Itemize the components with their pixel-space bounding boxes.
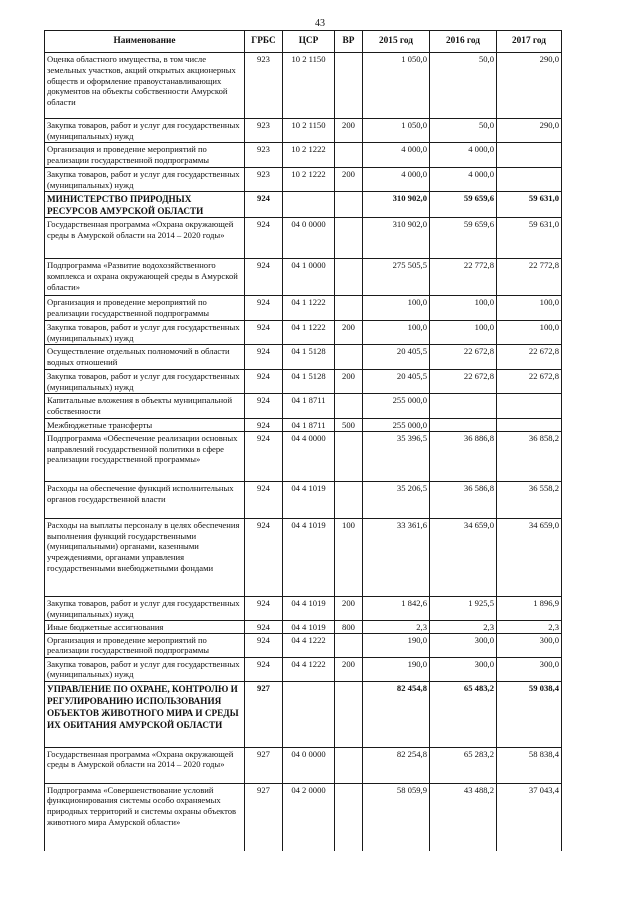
row-value-2016: 22 672,8 — [430, 370, 497, 394]
row-grbs: 927 — [245, 783, 283, 851]
row-value-2015: 33 361,6 — [363, 518, 430, 596]
row-value-2017: 36 858,2 — [497, 431, 562, 481]
row-value-2017: 290,0 — [497, 119, 562, 143]
table-row — [45, 657, 562, 681]
row-name: Закупка товаров, работ и услуг для государственных (муниципальных) нужд — [45, 657, 245, 681]
row-vr: 200 — [335, 596, 363, 620]
row-vr — [335, 431, 363, 481]
row-grbs: 924 — [245, 345, 283, 370]
row-name: Закупка товаров, работ и услуг для государственных (муниципальных) нужд — [45, 596, 245, 620]
row-value-2017: 300,0 — [497, 633, 562, 657]
row-vr — [335, 345, 363, 370]
row-name: Организация и проведение мероприятий по реализации государственной подпрограммы — [45, 296, 245, 321]
row-value-2016: 65 483,2 — [430, 681, 497, 747]
row-csr: 04 1 8711 — [283, 394, 335, 419]
row-csr: 04 4 0000 — [283, 431, 335, 481]
row-vr — [335, 218, 363, 259]
row-vr — [335, 747, 363, 783]
row-csr: 04 1 5128 — [283, 370, 335, 394]
row-value-2015: 1 050,0 — [363, 119, 430, 143]
row-value-2015: 82 254,8 — [363, 747, 430, 783]
row-name: Осуществление отдельных полномочий в области водных отношений — [45, 345, 245, 370]
row-value-2017: 290,0 — [497, 53, 562, 119]
row-value-2015: 35 396,5 — [363, 431, 430, 481]
row-value-2016: 100,0 — [430, 321, 497, 345]
row-csr: 04 1 8711 — [283, 419, 335, 432]
header-name: Наименование — [45, 31, 245, 53]
row-value-2017: 34 659,0 — [497, 518, 562, 596]
header-row — [45, 31, 562, 53]
page-number: 43 — [315, 18, 325, 29]
row-vr: 200 — [335, 119, 363, 143]
row-grbs: 924 — [245, 596, 283, 620]
row-grbs: 924 — [245, 657, 283, 681]
row-csr: 04 1 5128 — [283, 345, 335, 370]
row-value-2016: 22 772,8 — [430, 259, 497, 296]
row-value-2016: 4 000,0 — [430, 168, 497, 192]
row-name: Организация и проведение мероприятий по реализации государственной подпрограммы — [45, 633, 245, 657]
row-value-2017: 22 772,8 — [497, 259, 562, 296]
row-csr: 04 4 1019 — [283, 596, 335, 620]
row-value-2017: 59 631,0 — [497, 192, 562, 218]
row-grbs: 927 — [245, 747, 283, 783]
row-grbs: 924 — [245, 192, 283, 218]
row-value-2016: 36 886,8 — [430, 431, 497, 481]
row-grbs: 924 — [245, 370, 283, 394]
row-vr — [335, 296, 363, 321]
table-row — [45, 296, 562, 321]
row-value-2016: 2,3 — [430, 620, 497, 633]
row-csr: 04 2 0000 — [283, 783, 335, 851]
row-vr: 800 — [335, 620, 363, 633]
row-value-2015: 35 206,5 — [363, 481, 430, 518]
row-value-2017 — [497, 419, 562, 432]
row-vr — [335, 53, 363, 119]
row-csr: 04 4 1019 — [283, 620, 335, 633]
row-csr: 04 4 1222 — [283, 633, 335, 657]
row-name: Государственная программа «Охрана окружающей среды в Амурской области на 2014 – 2020 годы» — [45, 218, 245, 259]
table-row — [45, 681, 562, 747]
row-csr: 10 2 1222 — [283, 143, 335, 168]
row-value-2016: 43 488,2 — [430, 783, 497, 851]
row-vr: 100 — [335, 518, 363, 596]
row-value-2017: 59 038,4 — [497, 681, 562, 747]
row-grbs: 924 — [245, 481, 283, 518]
table-row — [45, 596, 562, 620]
row-value-2017: 37 043,4 — [497, 783, 562, 851]
row-value-2015: 1 842,6 — [363, 596, 430, 620]
row-name: Расходы на обеспечение функций исполнительных органов государственной власти — [45, 481, 245, 518]
row-value-2016: 59 659,6 — [430, 192, 497, 218]
row-csr: 04 0 0000 — [283, 218, 335, 259]
row-name: Закупка товаров, работ и услуг для государственных (муниципальных) нужд — [45, 370, 245, 394]
row-grbs: 924 — [245, 321, 283, 345]
row-value-2016: 50,0 — [430, 53, 497, 119]
table-row — [45, 431, 562, 481]
row-vr — [335, 143, 363, 168]
row-value-2015: 255 000,0 — [363, 419, 430, 432]
row-value-2017: 22 672,8 — [497, 370, 562, 394]
row-value-2015: 100,0 — [363, 321, 430, 345]
table-row — [45, 783, 562, 851]
row-name: УПРАВЛЕНИЕ ПО ОХРАНЕ, КОНТРОЛЮ И РЕГУЛИРОВАНИЮ ИСПОЛЬЗОВАНИЯ ОБЪЕКТОВ ЖИВОТНОГО МИРА И СРЕДЫ ИХ ОБИТАНИЯ АМУРСКОЙ ОБЛАСТИ — [45, 681, 245, 747]
row-csr: 10 2 1150 — [283, 53, 335, 119]
row-value-2016 — [430, 419, 497, 432]
row-csr — [283, 681, 335, 747]
row-vr — [335, 394, 363, 419]
row-grbs: 924 — [245, 394, 283, 419]
row-value-2016: 50,0 — [430, 119, 497, 143]
row-value-2017: 100,0 — [497, 296, 562, 321]
row-value-2015: 190,0 — [363, 657, 430, 681]
row-vr — [335, 633, 363, 657]
row-value-2016: 34 659,0 — [430, 518, 497, 596]
row-grbs: 924 — [245, 633, 283, 657]
table-row — [45, 419, 562, 432]
row-value-2017: 59 631,0 — [497, 218, 562, 259]
row-vr: 200 — [335, 321, 363, 345]
row-csr: 04 0 0000 — [283, 747, 335, 783]
row-vr — [335, 192, 363, 218]
row-value-2015: 4 000,0 — [363, 168, 430, 192]
row-value-2015: 82 454,8 — [363, 681, 430, 747]
row-csr: 10 2 1222 — [283, 168, 335, 192]
row-vr — [335, 681, 363, 747]
row-value-2015: 255 000,0 — [363, 394, 430, 419]
table-row — [45, 633, 562, 657]
table-row — [45, 143, 562, 168]
row-grbs: 923 — [245, 143, 283, 168]
row-name: Организация и проведение мероприятий по реализации государственной подпрограммы — [45, 143, 245, 168]
row-grbs: 924 — [245, 419, 283, 432]
row-csr: 04 4 1019 — [283, 481, 335, 518]
row-vr — [335, 783, 363, 851]
row-value-2016: 22 672,8 — [430, 345, 497, 370]
row-csr — [283, 192, 335, 218]
row-value-2016: 65 283,2 — [430, 747, 497, 783]
row-value-2016: 59 659,6 — [430, 218, 497, 259]
row-value-2015: 310 902,0 — [363, 192, 430, 218]
row-grbs: 923 — [245, 119, 283, 143]
table-row — [45, 218, 562, 259]
row-vr: 200 — [335, 370, 363, 394]
row-name: МИНИСТЕРСТВО ПРИРОДНЫХ РЕСУРСОВ АМУРСКОЙ ОБЛАСТИ — [45, 192, 245, 218]
row-value-2015: 20 405,5 — [363, 370, 430, 394]
table-row — [45, 345, 562, 370]
row-value-2016: 300,0 — [430, 633, 497, 657]
row-value-2016: 300,0 — [430, 657, 497, 681]
row-value-2015: 58 059,9 — [363, 783, 430, 851]
row-grbs: 923 — [245, 168, 283, 192]
row-value-2017: 2,3 — [497, 620, 562, 633]
row-name: Подпрограмма «Обеспечение реализации основных направлений государственной политики в сфере реализации государственной программы» — [45, 431, 245, 481]
row-value-2016: 36 586,8 — [430, 481, 497, 518]
table-row — [45, 370, 562, 394]
header-2017: 2017 год — [497, 31, 562, 53]
row-vr: 500 — [335, 419, 363, 432]
row-grbs: 923 — [245, 53, 283, 119]
row-name: Закупка товаров, работ и услуг для государственных (муниципальных) нужд — [45, 119, 245, 143]
row-name: Оценка областного имущества, в том числе земельных участков, акций открытых акционерных обществ и оформление правоустанавливающих документов на объекты собственности Амурской области — [45, 53, 245, 119]
header-vr: ВР — [335, 31, 363, 53]
row-csr: 04 4 1019 — [283, 518, 335, 596]
table-row — [45, 119, 562, 143]
row-value-2015: 275 505,5 — [363, 259, 430, 296]
row-value-2016: 100,0 — [430, 296, 497, 321]
row-value-2017: 1 896,9 — [497, 596, 562, 620]
row-value-2015: 1 050,0 — [363, 53, 430, 119]
row-vr: 200 — [335, 657, 363, 681]
row-value-2015: 310 902,0 — [363, 218, 430, 259]
row-vr — [335, 481, 363, 518]
table-row — [45, 259, 562, 296]
row-name: Подпрограмма «Развитие водохозяйственного комплекса и охрана окружающей среды в Амурской области» — [45, 259, 245, 296]
row-csr: 04 4 1222 — [283, 657, 335, 681]
row-csr: 04 1 0000 — [283, 259, 335, 296]
row-value-2017: 100,0 — [497, 321, 562, 345]
row-value-2016 — [430, 394, 497, 419]
row-grbs: 924 — [245, 259, 283, 296]
row-grbs: 924 — [245, 431, 283, 481]
row-csr: 10 2 1150 — [283, 119, 335, 143]
row-value-2015: 20 405,5 — [363, 345, 430, 370]
row-value-2017: 22 672,8 — [497, 345, 562, 370]
header-grbs: ГРБС — [245, 31, 283, 53]
budget-table — [44, 30, 562, 851]
row-name: Иные бюджетные ассигнования — [45, 620, 245, 633]
row-name: Расходы на выплаты персоналу в целях обеспечения выполнения функций государственными (муниципальными) органами, казенными учреждениями, органами управления государственными внебюджетными фондами — [45, 518, 245, 596]
row-grbs: 927 — [245, 681, 283, 747]
table-row — [45, 620, 562, 633]
row-vr: 200 — [335, 168, 363, 192]
row-value-2017 — [497, 168, 562, 192]
row-csr: 04 1 1222 — [283, 296, 335, 321]
row-value-2017 — [497, 394, 562, 419]
row-value-2016: 1 925,5 — [430, 596, 497, 620]
row-value-2017 — [497, 143, 562, 168]
row-value-2017: 58 838,4 — [497, 747, 562, 783]
table-row — [45, 394, 562, 419]
table-row — [45, 481, 562, 518]
row-name: Межбюджетные трансферты — [45, 419, 245, 432]
row-name: Государственная программа «Охрана окружающей среды в Амурской области на 2014 – 2020 годы» — [45, 747, 245, 783]
row-grbs: 924 — [245, 620, 283, 633]
table-row — [45, 168, 562, 192]
row-value-2015: 100,0 — [363, 296, 430, 321]
header-2016: 2016 год — [430, 31, 497, 53]
row-vr — [335, 259, 363, 296]
table-row — [45, 747, 562, 783]
header-2015: 2015 год — [363, 31, 430, 53]
table-row — [45, 321, 562, 345]
row-csr: 04 1 1222 — [283, 321, 335, 345]
row-grbs: 924 — [245, 218, 283, 259]
row-value-2015: 190,0 — [363, 633, 430, 657]
row-name: Подпрограмма «Совершенствование условий функционирования системы особо охраняемых природных территорий и системы охраны объектов животного мира Амурской области» — [45, 783, 245, 851]
row-grbs: 924 — [245, 296, 283, 321]
row-name: Капитальные вложения в объекты муниципальной собственности — [45, 394, 245, 419]
row-value-2015: 2,3 — [363, 620, 430, 633]
table-row — [45, 518, 562, 596]
row-grbs: 924 — [245, 518, 283, 596]
table-row — [45, 192, 562, 218]
row-value-2015: 4 000,0 — [363, 143, 430, 168]
row-name: Закупка товаров, работ и услуг для государственных (муниципальных) нужд — [45, 168, 245, 192]
row-value-2017: 300,0 — [497, 657, 562, 681]
header-csr: ЦСР — [283, 31, 335, 53]
row-value-2016: 4 000,0 — [430, 143, 497, 168]
row-value-2017: 36 558,2 — [497, 481, 562, 518]
table-row — [45, 53, 562, 119]
row-name: Закупка товаров, работ и услуг для государственных (муниципальных) нужд — [45, 321, 245, 345]
